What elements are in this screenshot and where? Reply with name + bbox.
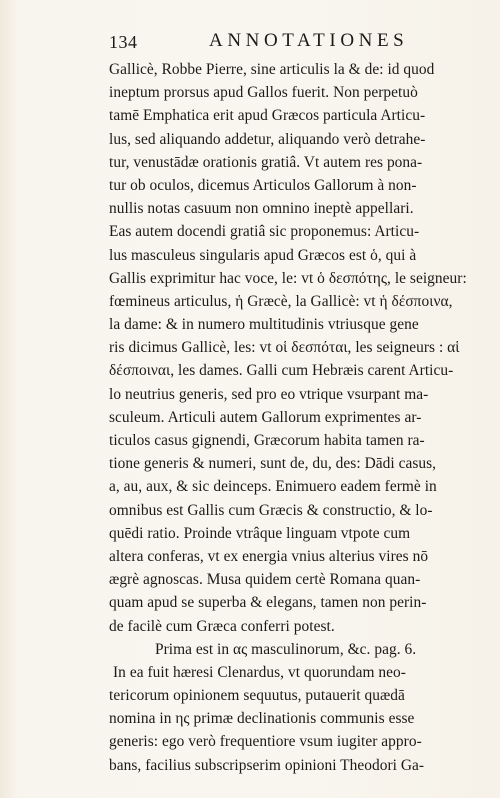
- text-line: nullis notas casuum non omnino ineptè appellari.: [109, 200, 414, 218]
- text-line: Gallicè, Robbe Pierre, sine articulis la & de: id quod: [109, 61, 435, 78]
- text-line: In ea fuit hæresi Clenardus, vt quorundam neo-: [113, 663, 406, 681]
- text-line: quēdi ratio. Proinde vtrâque linguam vtpote cum: [109, 524, 411, 542]
- text-line: omnibus est Gallis cum Græcis & constructio, & lo-: [109, 501, 433, 519]
- text-line: fœmineus articulus, ἡ Græcè, la Gallicè: vt ἡ δέσποινα,: [109, 292, 453, 310]
- text-line: lus, sed aliquando addetur, aliquando verò detrahe-: [109, 130, 426, 148]
- text-line: la dame: & in numero multitudinis vtriusque gene: [109, 316, 419, 334]
- text-line: tamē Emphatica erit apud Græcos particula Articu-: [109, 107, 426, 125]
- text-line: Gallis exprimitur hac voce, le: vt ὁ δεσπότης, le seigneur:: [109, 269, 467, 287]
- page-header: [109, 30, 421, 54]
- body-text: [109, 58, 473, 777]
- text-line: ineptum prorsus apud Gallos fuerit. Non perpetuò: [109, 84, 418, 102]
- text-line: tione generis & numeri, sunt de, du, des: Dādi casus,: [109, 455, 437, 473]
- text-line: δέσποιναι, les dames. Galli cum Hebræis carent Articu-: [109, 362, 454, 380]
- text-line: ris dicimus Gallicè, les: vt οἱ δεσπόται, les seigneurs : αἱ: [109, 339, 460, 357]
- text-line: bans, facilius subscripserim opinioni Theodori Ga-: [109, 756, 425, 774]
- page-number: 134: [109, 32, 138, 52]
- text-line: tur ob oculos, dicemus Articulos Gallorum à non-: [109, 176, 417, 194]
- text-line: altera conferas, vt ex energia vnius alterius vires nō: [109, 547, 429, 565]
- text-line: sculeum. Articuli autem Gallorum exprimentes ar-: [109, 408, 422, 426]
- text-line: de facilè cum Græca conferri potest.: [109, 617, 335, 635]
- text-line: nomina in ης primæ declinationis communis esse: [109, 710, 415, 728]
- text-line: a, au, aux, & sic deinceps. Enimuero eadem fermè in: [109, 478, 437, 496]
- text-line: lus masculeus singularis apud Græcos est ὁ, qui à: [109, 246, 417, 264]
- text-line: lo neutrius generis, sed pro eo vtrique vsurpant ma-: [109, 385, 429, 403]
- text-line: tericorum opinionem sequutus, putauerit quædā: [109, 687, 405, 705]
- section-heading: Prima est in ας masculinorum, &c. pag. 6.: [155, 640, 417, 658]
- text-line: tur, venustādæ orationis gratiâ. Vt autem res pona-: [109, 153, 423, 171]
- text-line: generis: ego verò frequentiore vsum iugiter appro-: [109, 733, 422, 751]
- text-line: ægrè agnoscas. Musa quidem certè Romana quan-: [109, 571, 421, 589]
- text-line: Eas autem docendi gratiâ sic proponemus: Articu-: [109, 223, 420, 241]
- running-head: ANNOTATIONES: [209, 30, 409, 51]
- text-line: quam apud se superba & elegans, tamen non perin-: [109, 594, 427, 612]
- text-line: ticulos casus gignendi, Græcorum habita tamen ra-: [109, 432, 425, 449]
